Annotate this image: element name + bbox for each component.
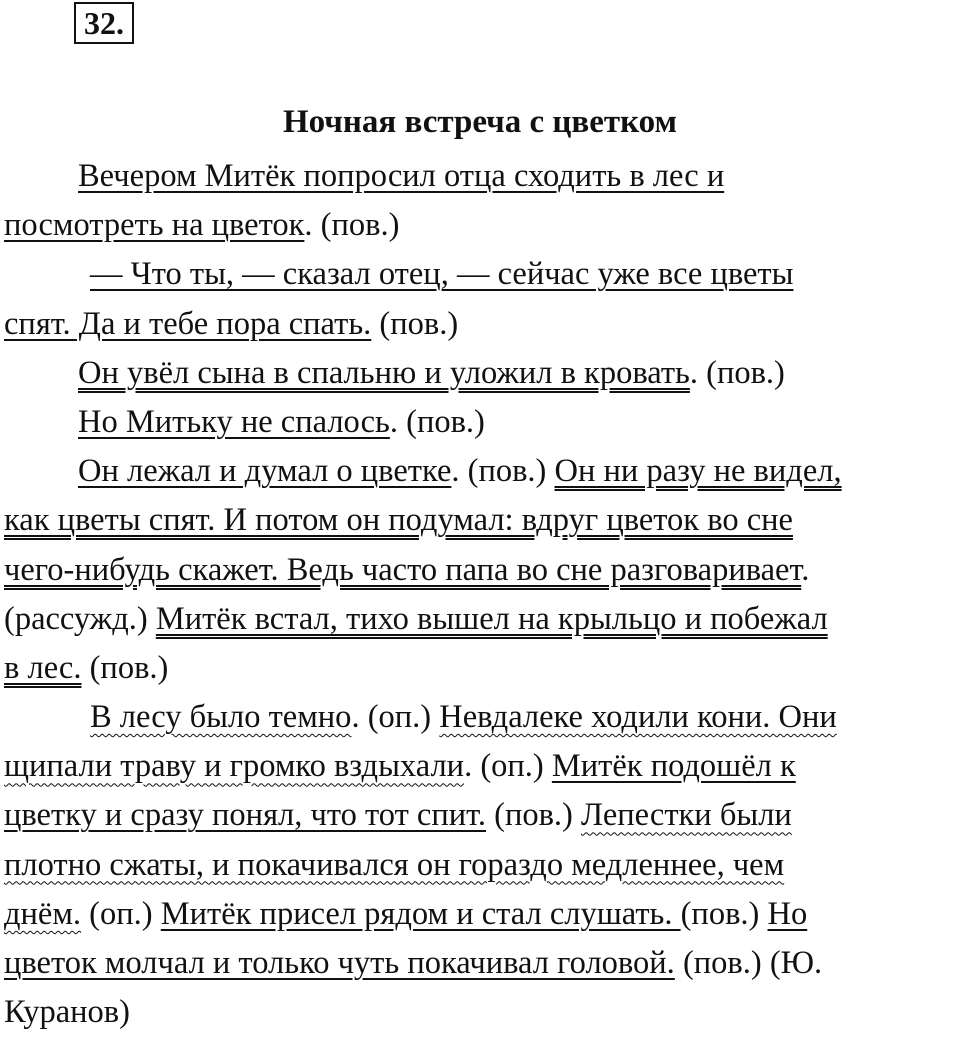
text-fragment: (пов.): [371, 305, 459, 342]
text-fragment: . (оп.): [464, 748, 552, 785]
double-underlined-phrase: Он увёл сына в спальню и уложил в кровать: [78, 354, 690, 391]
text-line: [4, 496, 960, 545]
text-line: [4, 250, 960, 299]
double-underlined-phrase: как цветы спят. И потом он подумал: вдруг цветок во сне: [4, 502, 793, 539]
text-fragment: (пов.): [81, 649, 169, 686]
text-line: [4, 890, 960, 939]
text-title: Ночная встреча с цветком: [282, 104, 678, 140]
author-credit: Куранов): [4, 994, 130, 1031]
text-fragment: (пов.): [486, 797, 582, 834]
underlined-phrase: — Что ты, — сказал отец, — сейчас уже все цветы: [90, 256, 794, 293]
wavy-underlined-phrase: Невдалеке ходили кони. Они: [439, 699, 837, 736]
underlined-phrase: Но Митьку не спалось: [78, 403, 390, 440]
text-line: [4, 546, 960, 595]
text-line: [4, 300, 960, 349]
text-fragment: . (пов.): [304, 207, 400, 244]
double-underlined-phrase: Он ни разу не видел,: [554, 453, 842, 490]
text-fragment: (пов.) (Ю.: [674, 945, 823, 981]
text-line: [4, 447, 960, 496]
text-line: [4, 988, 960, 1037]
underlined-phrase: посмотреть на цветок: [4, 207, 305, 244]
text-line: [4, 644, 960, 693]
underlined-phrase: цветок молчал и только чуть покачивал головой.: [4, 945, 675, 981]
text-fragment: . (пов.): [389, 403, 485, 440]
exercise-number: 32.: [74, 2, 134, 44]
underlined-phrase: Митёк подошёл к: [551, 748, 796, 785]
double-underlined-phrase: чего-нибудь скажет. Ведь часто папа во сне разговаривает: [4, 551, 802, 588]
text-body: [4, 152, 960, 1037]
underlined-phrase: Митёк присел рядом и стал слушать.: [160, 895, 681, 932]
wavy-underlined-phrase: днём.: [4, 895, 82, 932]
text-fragment: (пов.): [680, 895, 768, 932]
underlined-phrase: спят. Да и тебе пора спать.: [4, 305, 372, 342]
underlined-phrase: Но: [767, 895, 808, 932]
text-fragment: (рассужд.): [4, 600, 156, 637]
text-fragment: . (оп.): [351, 699, 440, 736]
underlined-phrase: цветку и сразу понял, что тот спит.: [4, 797, 486, 834]
text-fragment: . (пов.): [689, 354, 785, 391]
text-fragment: . (пов.): [451, 453, 555, 490]
text-line: [4, 693, 960, 742]
underlined-phrase: Вечером Митёк попросил отца сходить в лес и: [78, 158, 725, 194]
wavy-underlined-phrase: плотно сжаты, и покачивался он гораздо медленнее, чем: [4, 846, 785, 883]
double-underlined-phrase: Митёк встал, тихо вышел на крыльцо и побежал: [155, 600, 828, 637]
underlined-phrase: Он лежал и думал о цветке: [78, 453, 452, 490]
wavy-underlined-phrase: В лесу было темно: [90, 699, 352, 736]
text-line: [4, 595, 960, 644]
wavy-underlined-phrase: щипали траву и громко вздыхали: [4, 748, 465, 785]
text-line: [4, 791, 960, 840]
text-line: [4, 742, 960, 791]
double-underlined-phrase: в лес.: [4, 649, 82, 686]
text-fragment: (оп.): [81, 895, 161, 932]
text-line: [4, 201, 960, 250]
text-line: [4, 349, 960, 398]
wavy-underlined-phrase: Лепестки были: [581, 797, 792, 834]
text-line: [4, 939, 960, 988]
text-line: [4, 398, 960, 447]
text-fragment: .: [801, 551, 810, 588]
text-line: [4, 841, 960, 890]
text-line: [4, 152, 960, 201]
